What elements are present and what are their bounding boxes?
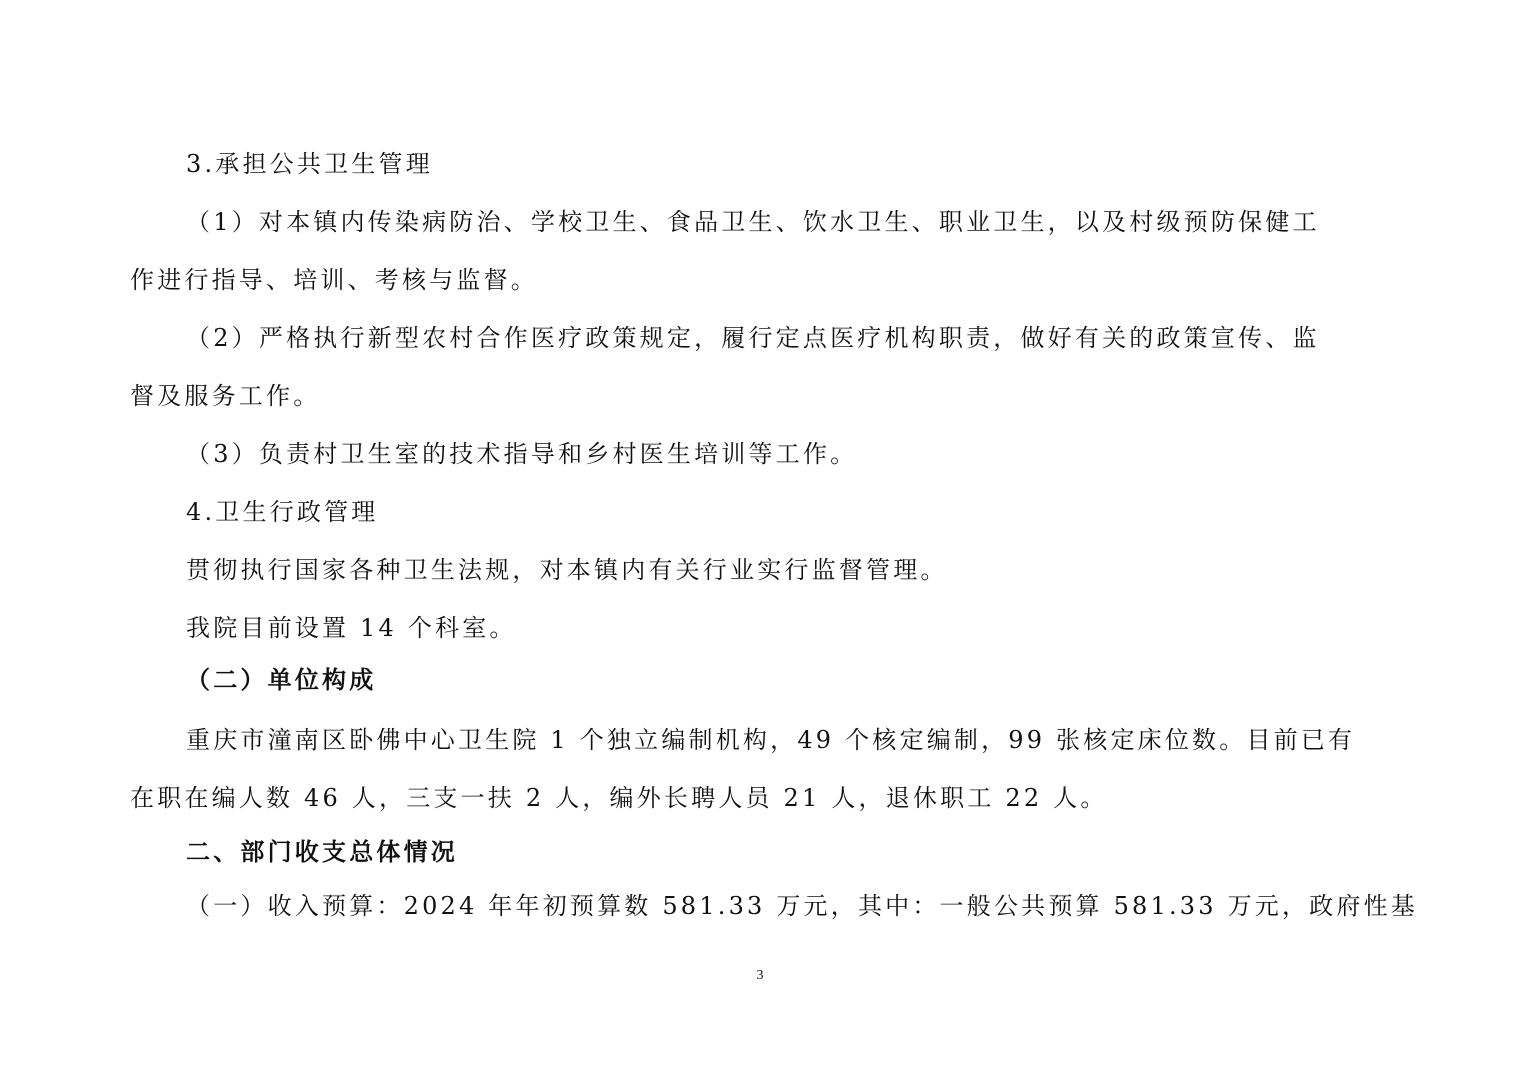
- page-number: 3: [756, 968, 764, 983]
- paragraph-unit-line-2: 在职在编人数 46 人，三支一扶 2 人，编外长聘人员 21 人，退休职工 22 人。: [130, 784, 1108, 812]
- heading-budget-overview: 二、部门收支总体情况: [186, 837, 458, 866]
- heading-unit-composition: （二）单位构成: [186, 665, 377, 694]
- paragraph-item-2-line-2: 督及服务工作。: [130, 382, 321, 410]
- paragraph-regulations: 贯彻执行国家各种卫生法规，对本镇内有关行业实行监督管理。: [186, 556, 948, 584]
- paragraph-departments: 我院目前设置 14 个科室。: [186, 614, 517, 642]
- paragraph-unit-line-1: 重庆市潼南区卧佛中心卫生院 1 个独立编制机构，49 个核定编制，99 张核定床位数。目前已有: [186, 726, 1356, 754]
- heading-public-health: 3.承担公共卫生管理: [186, 150, 433, 178]
- paragraph-item-2-line-1: （2）严格执行新型农村合作医疗政策规定，履行定点医疗机构职责，做好有关的政策宣传、监: [186, 324, 1320, 352]
- paragraph-income-budget: （一）收入预算：2024 年年初预算数 581.33 万元，其中：一般公共预算 581.33 万元，政府性基: [186, 892, 1418, 920]
- heading-health-administration: 4.卫生行政管理: [186, 498, 379, 526]
- paragraph-item-1-line-1: （1）对本镇内传染病防治、学校卫生、食品卫生、饮水卫生、职业卫生，以及村级预防保健工: [186, 208, 1320, 236]
- paragraph-item-1-line-2: 作进行指导、培训、考核与监督。: [130, 266, 538, 294]
- paragraph-item-3: （3）负责村卫生室的技术指导和乡村医生培训等工作。: [186, 440, 858, 468]
